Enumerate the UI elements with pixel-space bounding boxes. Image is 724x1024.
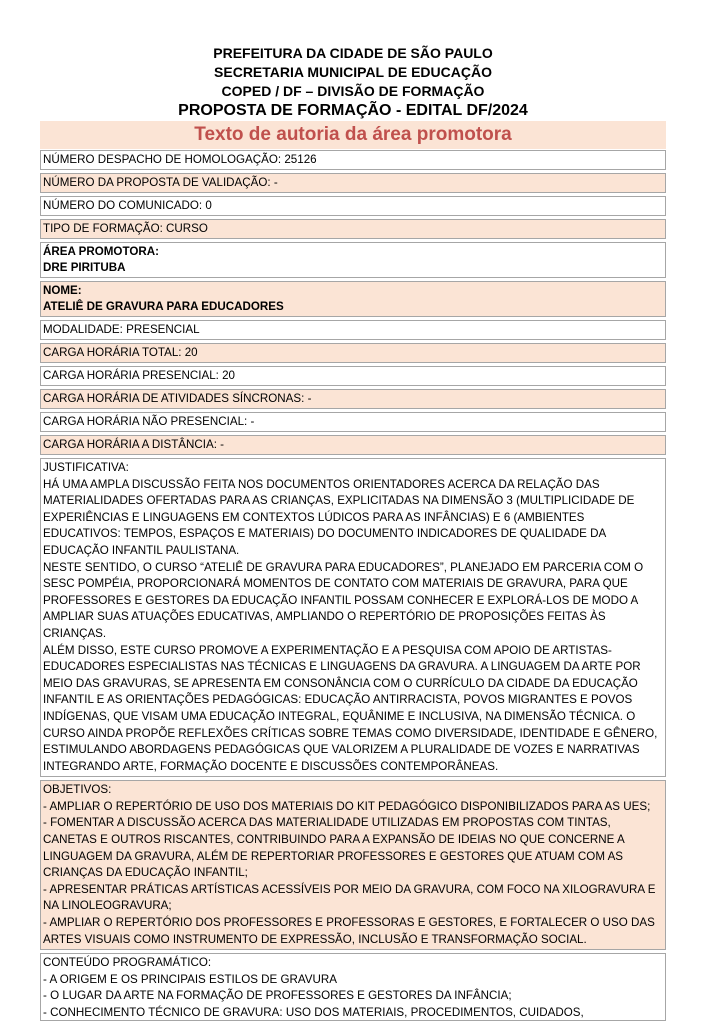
section-justificativa [40,458,666,777]
field-carga-nao-presencial: CARGA HORÁRIA NÃO PRESENCIAL: - [40,412,666,432]
justificativa-paragraph-3: ALÉM DISSO, ESTE CURSO PROMOVE A EXPERIMENTAÇÃO E A PESQUISA COM APOIO DE ARTISTAS-EDUCADORES ESPECIALISTAS NAS TÉCNICAS E LINGUAGENS DA GRAVURA. A LINGUAGEM DA ARTE POR MEIO DAS GRAVURAS, SE APRESENTA EM CONSONÂNCIA COM O CURRÍCULO DA CIDADE DA EDUCAÇÃO INFANTIL E AS ORIENTAÇÕES PEDAGÓGICAS: EDUCAÇÃO ANTIRRACISTA, POVOS MIGRANTES E POVOS INDÍGENAS, QUE VISAM UMA EDUCAÇÃO INTEGRAL, EQUÂNIME E INCLUSIVA, NA DIMENSÃO TÉCNICA. O CURSO AINDA PROPÕE REFLEXÕES CRÍTICAS SOBRE TEMAS COMO DIVERSIDADE, IDENTIDADE E GÊNERO, ESTIMULANDO ABORDAGENS PEDAGÓGICAS QUE VALORIZEM A PLURALIDADE DE VOZES E NARRATIVAS INTEGRANDO ARTE, FORMAÇÃO DOCENTE E DISCUSSÕES CONTEMPORÂNEAS. [43,643,658,773]
objetivo-item: - AMPLIAR O REPERTÓRIO DE USO DOS MATERIAIS DO KIT PEDAGÓGICO DISPONIBILIZADOS PARA AS UES; [43,799,651,813]
field-comunicado: NÚMERO DO COMUNICADO: 0 [40,196,666,216]
objetivo-item: - FOMENTAR A DISCUSSÃO ACERCA DAS MATERIALIDADE UTILIZADAS EM PROPOSTAS COM TINTAS, CANETAS E OUTROS RISCANTES, CONTRIBUINDO PARA A EXPANSÃO DE IDEIAS NO QUE CONCERNE A LINGUAGEM DA GRAVURA, ALÉM DE REPERTORIAR PROFESSORES E GESTORES QUE ATUAM COM AS CRIANÇAS DA EDUCAÇÃO INFANTIL; [43,816,625,880]
conteudo-item: - O LUGAR DA ARTE NA FORMAÇÃO DE PROFESSORES E GESTORES DA INFÂNCIA; [43,989,512,1003]
conteudo-item: - A ORIGEM E OS PRINCIPAIS ESTILOS DE GRAVURA [43,972,337,986]
field-modalidade: MODALIDADE: PRESENCIAL [40,320,666,340]
objetivos-label: OBJETIVOS: [43,783,112,797]
conteudo-item: - CONHECIMENTO TÉCNICO DE GRAVURA: USO DOS MATERIAIS, PROCEDIMENTOS, CUIDADOS, [43,1006,584,1019]
field-carga-sincronas: CARGA HORÁRIA DE ATIVIDADES SÍNCRONAS: - [40,389,666,409]
field-tipo-formacao: TIPO DE FORMAÇÃO: CURSO [40,219,666,239]
objetivo-item: - APRESENTAR PRÁTICAS ARTÍSTICAS ACESSÍVEIS POR MEIO DA GRAVURA, COM FOCO NA XILOGRAVURA E NA LINOLEOGRAVURA; [43,882,656,913]
nome-value: ATELIÊ DE GRAVURA PARA EDUCADORES [43,300,284,313]
field-validacao: NÚMERO DA PROPOSTA DE VALIDAÇÃO: - [40,173,666,193]
field-nome [40,281,666,317]
header-secretaria: SECRETARIA MUNICIPAL DE EDUCAÇÃO [214,64,492,80]
authorship-banner: Texto de autoria da área promotora [40,121,666,149]
justificativa-label: JUSTIFICATIVA: [43,461,129,474]
field-area-promotora [40,242,666,278]
conteudo-label: CONTEÚDO PROGRAMÁTICO: [43,956,212,970]
field-carga-total: CARGA HORÁRIA TOTAL: 20 [40,343,666,363]
section-conteudo-programatico [40,953,666,1021]
header-divisao: COPED / DF – DIVISÃO DE FORMAÇÃO [221,83,485,99]
justificativa-paragraph-2: NESTE SENTIDO, O CURSO “ATELIÊ DE GRAVURA PARA EDUCADORES”, PLANEJADO EM PARCERIA COM O SESC POMPÉIA, PROPORCIONARÁ MOMENTOS DE CONTATO COM MATERIAIS DE GRAVURA, PARA QUE PROFESSORES E GESTORES DA EDUCAÇÃO INFANTIL POSSAM CONHECER E EXPLORÁ-LOS DE MODO A AMPLIAR SUAS ATUAÇÕES EDUCATIVAS, AMPLIANDO O REPERTÓRIO DE PROPOSIÇÕES FEITAS ÀS CRIANÇAS. [43,560,644,640]
section-objetivos [40,780,666,950]
document-page [40,44,666,1021]
field-carga-distancia: CARGA HORÁRIA A DISTÂNCIA: - [40,435,666,455]
field-despacho: NÚMERO DESPACHO DE HOMOLOGAÇÃO: 25126 [40,150,666,170]
objetivo-item: - AMPLIAR O REPERTÓRIO DOS PROFESSORES E PROFESSORAS E GESTORES, E FORTALECER O USO DAS ARTES VISUAIS COMO INSTRUMENTO DE EXPRESSÃO, INCLUSÃO E TRANSFORMAÇÃO SOCIAL. [43,916,655,946]
justificativa-paragraph-1: HÁ UMA AMPLA DISCUSSÃO FEITA NOS DOCUMENTOS ORIENTADORES ACERCA DA RELAÇÃO DAS MATERIALIDADES OFERTADAS PARA AS CRIANÇAS, EXPLICITADAS NA DIMENSÃO 3 (MULTIPLICIDADE DE EXPERIÊNCIAS E LINGUAGENS EM CONTEXTOS LÚDICOS PARA AS INFÂNCIAS) E 6 (AMBIENTES EDUCATIVOS: TEMPOS, ESPAÇOS E MATERIAIS) DO DOCUMENTO INDICADORES DE QUALIDADE DA EDUCAÇÃO INFANTIL PAULISTANA. [43,477,635,557]
header-prefeitura: PREFEITURA DA CIDADE DE SÃO PAULO [213,45,493,61]
nome-label: NOME: [43,284,82,297]
header-proposta-title: PROPOSTA DE FORMAÇÃO - EDITAL DF/2024 [178,102,528,119]
area-promotora-label: ÁREA PROMOTORA: [43,245,159,258]
area-promotora-value: DRE PIRITUBA [43,261,126,274]
field-carga-presencial: CARGA HORÁRIA PRESENCIAL: 20 [40,366,666,386]
